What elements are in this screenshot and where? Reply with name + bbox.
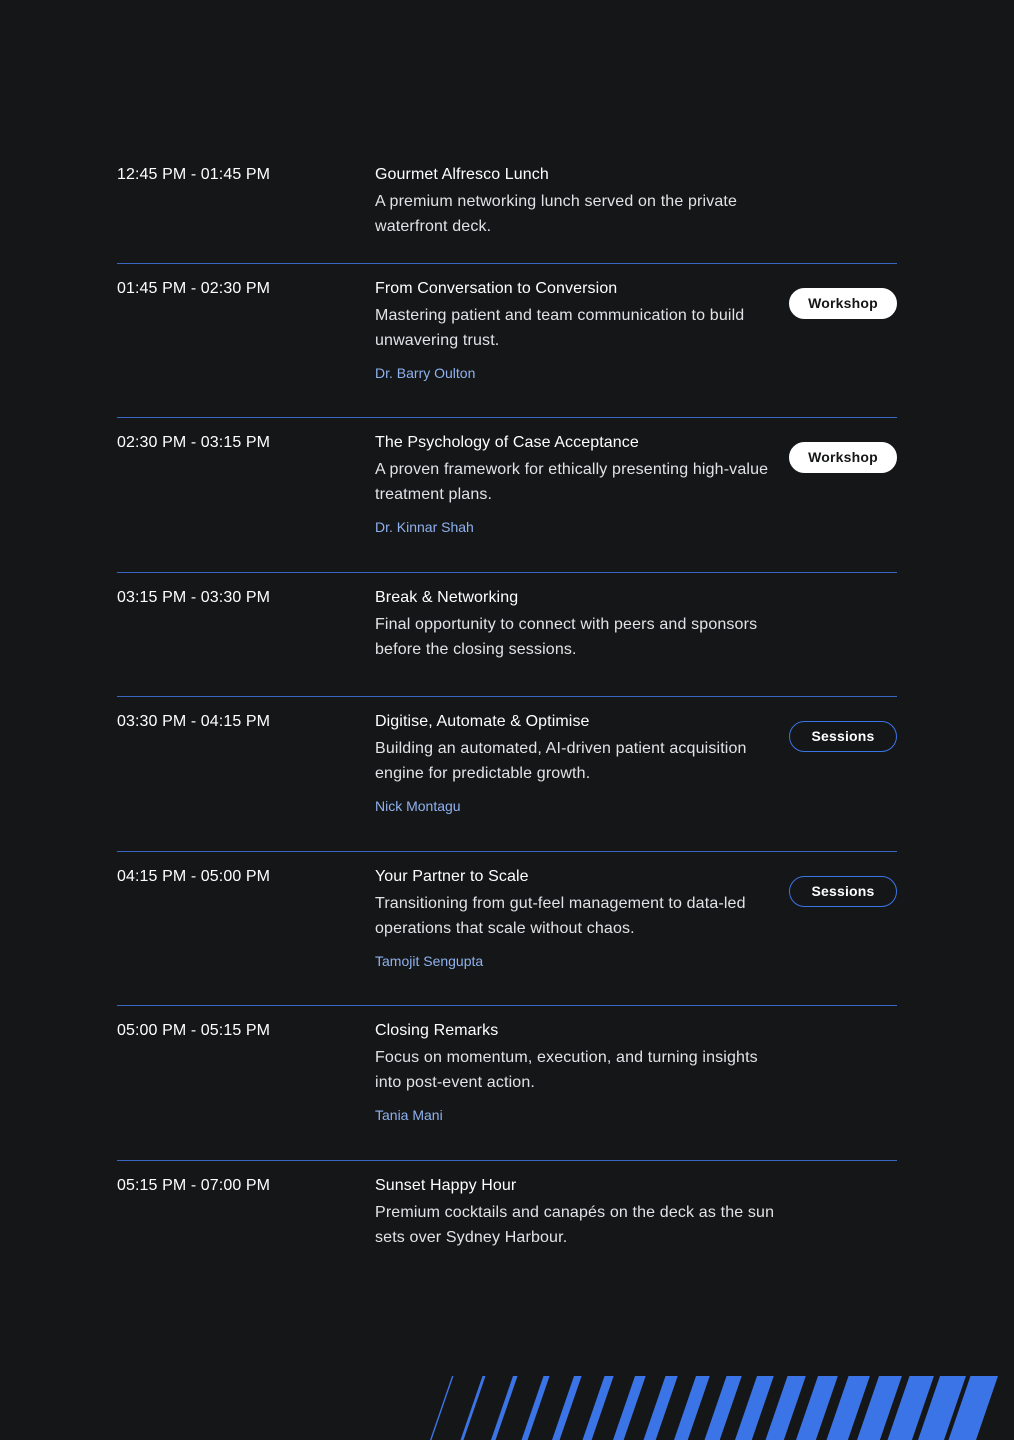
stripe [613,1376,646,1440]
session-time: 03:15 PM - 03:30 PM [117,589,271,606]
session-title: Break & Networking [375,589,519,606]
session-title: The Psychology of Case Acceptance [375,434,639,451]
stripe [644,1376,678,1440]
stripe [674,1376,710,1440]
session-content [375,867,775,971]
session-content [375,279,775,383]
workshop-badge: Workshop [789,288,897,319]
session-speaker: Dr. Barry Oulton [375,365,476,381]
session-description: Final opportunity to connect with peers and sponsors before the closing sessions. [375,616,758,658]
agenda-row [117,150,897,264]
session-description: Premium cocktails and canapés on the deck as the sun sets over Sydney Harbour. [375,1204,775,1246]
session-content [375,1021,775,1125]
sessions-badge: Sessions [789,721,897,752]
agenda-row [117,697,897,852]
session-time: 03:30 PM - 04:15 PM [117,713,271,730]
session-speaker: Tania Mani [375,1107,443,1123]
session-description: Focus on momentum, execution, and turning insights into post-event action. [375,1049,758,1091]
decorative-stripes [0,1376,1014,1440]
agenda-row [117,573,897,697]
stripe [583,1376,614,1440]
session-speaker: Dr. Kinnar Shah [375,519,474,535]
stripe [705,1376,742,1440]
stripe [461,1376,486,1440]
agenda-row [117,852,897,1006]
session-description: Building an automated, AI-driven patient acquisition engine for predictable growth. [375,740,747,782]
session-title: Your Partner to Scale [375,868,529,885]
session-description: Transitioning from gut-feel management to data-led operations that scale without chaos. [375,895,746,937]
agenda-row [117,1161,897,1281]
session-time: 05:15 PM - 07:00 PM [117,1177,271,1194]
session-time: 02:30 PM - 03:15 PM [117,434,271,451]
stripe [735,1376,774,1440]
session-speaker: Nick Montagu [375,798,461,814]
sessions-badge: Sessions [789,876,897,907]
session-content [375,1176,775,1250]
session-title: From Conversation to Conversion [375,280,618,297]
session-speaker: Tamojit Sengupta [375,953,484,969]
session-time: 04:15 PM - 05:00 PM [117,868,271,885]
workshop-badge: Workshop [789,442,897,473]
session-content [375,433,775,537]
session-time: 12:45 PM - 01:45 PM [117,166,271,183]
session-title: Digitise, Automate & Optimise [375,713,590,730]
stripe [430,1376,454,1440]
agenda-row [117,1006,897,1161]
session-time: 05:00 PM - 05:15 PM [117,1022,271,1039]
stripe [491,1376,518,1440]
session-description: A proven framework for ethically presenting high-value treatment plans. [375,461,769,503]
session-title: Closing Remarks [375,1022,499,1039]
session-title: Gourmet Alfresco Lunch [375,166,549,183]
stripe [552,1376,582,1440]
session-title: Sunset Happy Hour [375,1177,517,1194]
session-content [375,588,775,662]
session-content [375,712,775,816]
stripe [522,1376,550,1440]
agenda-row [117,264,897,418]
session-description: A premium networking lunch served on the private waterfront deck. [375,193,738,235]
agenda-list [117,150,897,1281]
agenda-row [117,418,897,573]
session-time: 01:45 PM - 02:30 PM [117,280,271,297]
session-description: Mastering patient and team communication to build unwavering trust. [375,307,745,349]
session-content [375,165,775,239]
